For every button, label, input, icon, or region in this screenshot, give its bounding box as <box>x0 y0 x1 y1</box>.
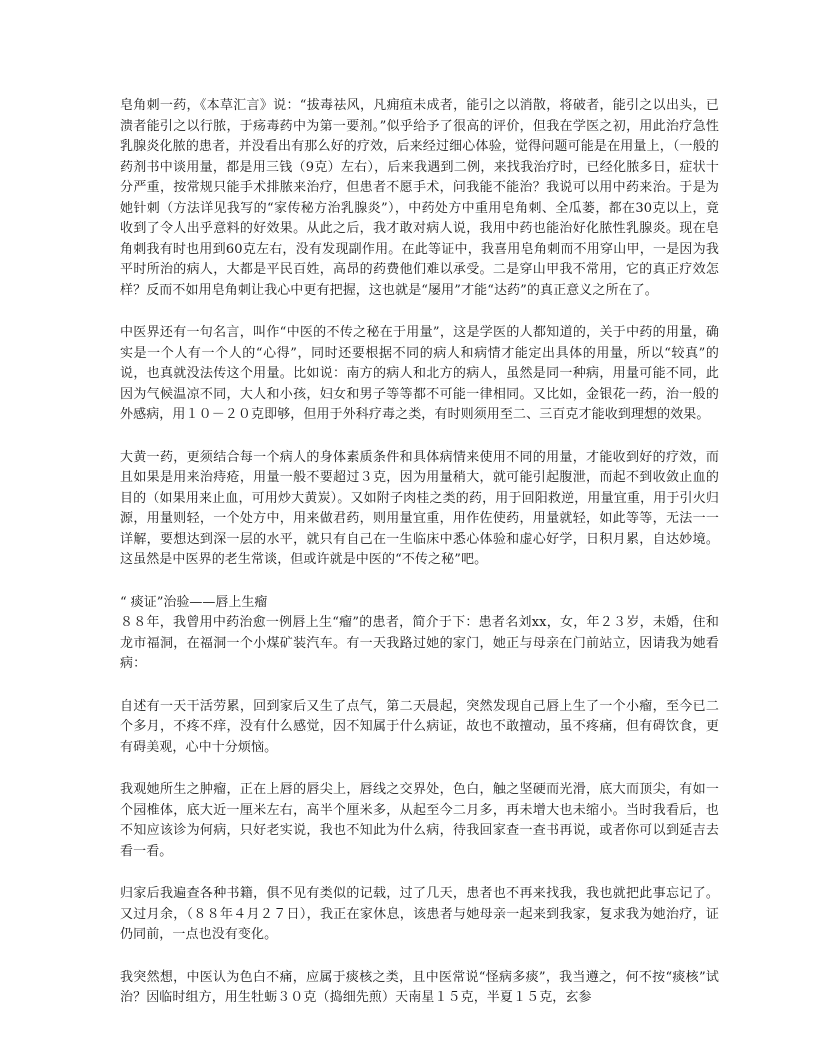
paragraph-self-report: 自述有一天干活劳累，回到家后又生了点气，第二天晨起，突然发现自己唇上生了一个小瘤，至今已二个多月，不疼不痒，没有什么感觉，因不知属于什么病证，故也不敢擅动，虽不疼痛，但有碍饮食，更有碍美观，心中十分烦恼。 <box>120 698 719 755</box>
paragraph-case-intro: ８８年，我曾用中药治愈一例唇上生“瘤”的患者，简介于下：患者名刘xx，女，年２３岁，未婚，住和龙市福洞，在福洞一个小煤矿装汽车。有一天我路过她的家门，她正与母亲在门前站立，因请我为她看病： <box>120 615 719 671</box>
paragraph-yongliang: 中医界还有一句名言，叫作“中医的不传之秘在于用量”，这是学医的人都知道的，关于中药的用量，确实是一个人有一个人的“心得”，同时还要根据不同的病人和病情才能定出具体的用量，所以“较真”的说，也真就没法传这个用量。比如说：南方的病人和北方的病人，虽然是同一种病，用量可能不同，此因为气候温凉不同，大人和小孩，妇女和男子等等都不可能一律相同。又比如，金银花一药，治一般的外感病，用１０－２０克即够，但用于外科疗毒之类，有时则须用至二、三百克才能收到理想的效果。 <box>120 325 719 422</box>
paragraph-followup: 归家后我遍查各种书籍，俱不见有类似的记载，过了几天，患者也不再来找我，我也就把此事忘记了。又过月余，（８８年４月２７日），我正在家休息，该患者与她母亲一起来到我家，复求我为她治疗，证仍同前，一点也没有变化。 <box>120 886 719 942</box>
paragraph-treatment: 我突然想，中医认为色白不痛，应属于痰核之类，且中医常说“怪病多痰”，我当遵之，何不按“痰核”试治？因临时组方，用生牡蛎３０克（捣细先煎）天南星１５克，半夏１５克，玄参 <box>120 969 719 1005</box>
paragraph-observation: 我观她所生之肿瘤，正在上唇的唇尖上，唇线之交界处，色白，触之坚硬而光滑，底大而顶尖，有如一个园椎体，底大近一厘米左右，高半个厘米多，从起至今二月多，再未增大也未缩小。当时我看后，也不知应该诊为何病，只好老实说，我也不知此为什么病，待我回家查一查书再说，或者你可以到延吉去看一看。 <box>120 782 719 859</box>
paragraph-zaojiaoci: 皂角刺一药，《本草汇言》说：“拔毒祛风，凡痈疽未成者，能引之以消散，将破者，能引之以出头，已溃者能引之以行脓，于疡毒药中为第一要剂。”似乎给予了很高的评价，但我在学医之初，用此治疗急性乳腺炎化脓的患者，并没看出有那么好的疗效，后来经过细心体验，觉得问题可能是在用量上，（一般的药剂书中谈用量，都是用三钱（9克）左右），后来我遇到二例，来找我治疗时，已经化脓多日，症状十分严重，按常规只能手术排脓来治疗，但患者不愿手术，问我能不能治？我说可以用中药来治。于是为她针刺（方法详见我写的“家传秘方治乳腺炎”），中药处方中重用皂角刺、全瓜蒌，都在30克以上，竟收到了令人出乎意料的好效果。从此之后，我才敢对病人说，我用中药也能治好化脓性乳腺炎。现在皂角刺我有时也用到60克左右，没有发现副作用。在此等证中，我喜用皂角刺而不用穿山甲，一是因为我平时所治的病人，大都是平民百姓，高昂的药费他们难以承受。二是穿山甲我不常用，它的真正疗效怎样？反而不如用皂角刺让我心中更有把握，这也就是“屡用”才能“达药”的真正意义之所在了。 <box>120 98 719 298</box>
paragraph-dahuang: 大黄一药，更须结合每一个病人的身体素质条件和具体病情来使用不同的用量，才能收到好的疗效，而且如果是用来治痔疮，用量一般不要超过３克，因为用量稍大，就可能引起腹泄，而起不到收敛止血的目的（如果用来止血，可用炒大黄炭）。又如附子肉桂之类的药，用于回阳救逆，用量宜重，用于引火归源，用量则轻，一个处方中，用来做君药，则用量宜重，用作佐使药，用量就轻，如此等等，无法一一详解，要想达到深一层的水平，就只有自己在一生临床中悉心体验和虚心好学，日积月累，自达妙境。这虽然是中医界的老生常谈，但或许就是中医的“不传之秘”吧。 <box>120 449 719 567</box>
section-heading: “ 痰证”治验——唇上生瘤 <box>120 594 268 610</box>
